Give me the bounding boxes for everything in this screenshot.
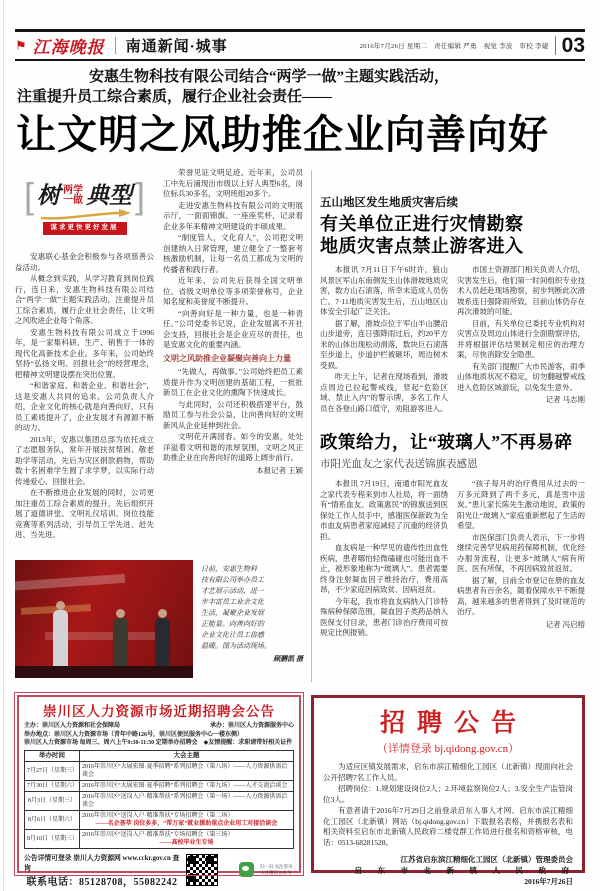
caption-line: 才艺展示活动，进一	[201, 587, 264, 595]
job-fair-table	[24, 750, 294, 849]
lead-byline: 本报记者 王颖	[256, 465, 303, 475]
job-fair-notice-box	[17, 695, 301, 888]
page-number: 03	[561, 33, 585, 57]
masthead-divider	[115, 37, 116, 54]
paragraph: 招聘岗位：1.规划建设岗位2人；2.环境监察岗位2人；3.安全生产监管岗位3人。	[323, 784, 573, 804]
paragraph: 昨天上午，记者在现场看到，滑坡点周边已拉起警戒线，竖起“危险区域、禁止入内”的警示牌，多名工作人员在各登山路口值守，劝阻游客进入。	[320, 372, 448, 413]
paragraph: 文明花开满园春。如今的安惠，处处洋溢着文明和谐的浓厚氛围，文明之风正助推企业在向善向好的道路上阔步前行。	[163, 432, 303, 462]
lead-column-2a	[163, 168, 303, 351]
caption-line: 企业文化让员工倍感	[201, 631, 264, 639]
policy-byline: 记者 冯启榕	[545, 619, 585, 629]
paragraph: 荣誉见证文明足迹。近年来，公司员工中先后涌现出市级以上好人典型6名，岗位标兵30多名，文明班组20多个。	[163, 168, 303, 198]
recruit-signature-2: 启 东 市 北 新 镇 人 民 政 府	[354, 866, 573, 875]
table-row: 8月3日（星期三） 2016年崇川区“送岗入户·精准帮扶”系列招聘会（第一场）——人力资源供需洽谈会	[25, 791, 294, 810]
campaign-logo	[15, 168, 154, 248]
lead-column-2b	[163, 367, 303, 464]
arrow-left-icon: ←	[224, 864, 233, 875]
bracket-left-icon: [	[23, 175, 34, 217]
photo-figure-3	[155, 618, 170, 668]
paragraph: “制度管人，文化育人”，公司把文明创建纳入日常管理，建立健全了一整套考核激励机制，让每一名员工都成为文明的传播者和践行者。	[163, 233, 303, 274]
disaster-column-1	[320, 265, 448, 417]
paragraph: 有意者请于2016年7月29日之前登录启东人事人才网、启东市滨江精细化工园区（北新镇）网站（bj.qidong.gov.cn）下载报名表格，并携报名表和相关资料至启东市北新镇人民政府二楼党群工作局进行报名和资格审核，电话：0513-68281528。	[323, 806, 573, 847]
photo-caption-lines	[201, 564, 303, 652]
disaster-kicker: 五山地区发生地质灾害后续	[320, 197, 458, 209]
photo-figure-2	[113, 618, 128, 668]
paragraph: 与此同时，公司还积极搭建平台，鼓励员工参与社会公益，让向善向好的文明新风从企业延伸到社会。	[163, 399, 303, 430]
disaster-headline-line2: 地质灾害点禁止游客进入	[320, 236, 524, 256]
job-fair-title: 崇川区人力资源市场近期招聘会公告	[43, 704, 275, 719]
page-number-divider	[555, 36, 556, 55]
gold-swoosh-icon	[39, 209, 131, 221]
paragraph: 据了解，目前全市登记在册的血友病患者有百余名，随着保障水平不断提高，越来越多的患者得到了及时规范的治疗。	[457, 575, 585, 616]
table-header-title: 大会主题	[80, 750, 294, 761]
lead-kicker-line2: 注重提升员工综合素质，履行企业社会责任——	[17, 89, 333, 105]
paragraph: 安惠生物科技有限公司成立于1996年，是一家集科研、生产、销售于一体的现代化高新技术企业。多年来，公司始终坚持“弘扬文明、回报社会”的经营理念，把精神文明建设摆在突出位置。	[15, 327, 154, 379]
paragraph: 市国土资源部门相关负责人介绍，灾害发生后，他们第一时间组织专业技术人员赶赴现场勘察，初步判断此次滑坡系连日强降雨所致，目前山体仍存在再次滑坡的可能。	[457, 265, 585, 316]
logo-char-left: 树	[37, 183, 60, 208]
paragraph: “向善向好是一种力量，也是一种责任。”公司党委书记说，企业发展离不开社会支持，回报社会是企业应尽的责任，也是安惠文化的重要内涵。	[163, 308, 303, 349]
caption-line: 生活，凝聚企业发展	[201, 609, 264, 617]
table-row: 7月27日（星期三） 2016年崇川区“大展宏图·夏季招聘”系列招聘会（第八场）——人力资源供需洽谈会	[25, 761, 294, 780]
paragraph: 为适应区镇发展需求，启东市滨江精细化工园区（北新镇）现面向社会公开招聘7名工作人员。	[323, 762, 573, 782]
disaster-headline-line1: 有关单位正进行灾情勘察	[320, 214, 524, 234]
paragraph: 本报讯 7月11日下午6时许，狼山风景区军山东南侧发生山体滑坡地质灾害，数方山石滚落，所幸未造成人员伤亡。7·11地质灾害发生后，五山地区山体安全引起广泛关注。	[320, 265, 448, 316]
dateline: 2016年7月26日 星期二 责任编辑 严勇 视觉 李波 审校 李婕	[359, 43, 549, 50]
table-header-time: 举办时间	[25, 750, 80, 761]
qr-code-icon	[186, 854, 218, 886]
policy-headline: 政策给力，让“玻璃人”不再易碎	[320, 432, 573, 452]
paragraph: 本报讯 7月19日，南通市阳光血友之家代表专程来到市人社局，将一面绣有“情系血友、政策惠民”的锦旗送到医保处工作人员手中，感谢医保新政为全市血友病患者家庭减轻了沉重的经济负担。	[320, 479, 448, 541]
paragraph: 走进安惠生物科技有限公司的文明展示厅，一面面锦旗、一座座奖杯，记录着企业多年来精神文明建设的丰硕成果。	[163, 200, 303, 231]
caption-line: 技有限公司举办员工	[201, 576, 264, 584]
caption-line: 日前，安惠生物科	[201, 565, 257, 573]
qr-caption: 扫一扫 关注崇川人社微信公众号	[260, 863, 293, 875]
logo-char-right: 典型	[86, 183, 132, 208]
caption-line: 正能量。向善向好的	[201, 620, 264, 628]
policy-subhead: 市阳光血友之家代表送锦旗表感恩	[320, 459, 478, 470]
logo-mid-bottom: 一做	[63, 195, 83, 207]
policy-column-1	[320, 479, 448, 673]
logo-banner: 谋求更快更好发展	[43, 222, 127, 235]
policy-column-2	[457, 479, 585, 618]
disaster-byline: 记者 马志刚	[545, 395, 585, 404]
job-fair-website: 公告详情可登录 崇川人力资源网 www.cckr.gov.cn 查询	[24, 854, 180, 872]
job-fair-phone: 联系电话：85128708，55082242	[26, 876, 178, 888]
recruit-title: 招聘公告	[379, 710, 528, 737]
disaster-headline	[320, 213, 585, 257]
paragraph: 目前，有关单位已委托专业机构对灾害点及周边山体进行全面勘察评估，并将根据评估结果制定相应的治理方案，尽快消除安全隐患。	[457, 318, 585, 359]
photo-caption	[201, 560, 303, 678]
paper-name: 江海晚报	[32, 38, 105, 57]
job-fair-venue: 举办地点：崇川区人力资源市场（青年中路126号，崇川区便民服务中心一楼东侧）	[24, 731, 244, 738]
paragraph: 近年来，公司先后获得全国文明单位、省级文明单位等多项荣誉称号，企业知名度和美誉度不断提升。	[163, 276, 303, 306]
masthead	[15, 29, 585, 61]
paragraph: 在不断推进企业发展的同时，公司更加注重员工综合素质的提升，先后组织开展了道德讲堂、文明礼仪培训、岗位技能竞赛等系列活动，引导员工学先进、赶先进、当先进。	[15, 488, 154, 539]
recruit-subtitle: （详情登录 bj.qidong.gov.cn）	[376, 743, 520, 755]
paragraph: “孩子每月的治疗费用从过去的一万多元降到了两千多元，真是雪中送炭。”患儿家长陈先生激动地说，政策的阳光让“玻璃人”家庭重新燃起了生活的希望。	[457, 479, 585, 530]
article-policy	[320, 431, 585, 673]
paragraph: 2013年，安惠以集团总部为依托成立了志愿服务队，常年开展扶贫帮困、敬老助学等活动，先后为灾区捐款捐物，帮助数十名困难学生圆了求学梦，以实际行动传递爱心、回报社会。	[15, 434, 154, 486]
logo-mid-top: 两学	[63, 185, 83, 197]
lead-subhead: 文明之风助推企业凝聚向善向上力量	[163, 353, 291, 363]
paragraph: 今年起，我市将血友病纳入门诊特殊病种保障范围，凝血因子类药品纳入医保支付目录，患者门诊治疗费用可按规定比例报销。	[320, 596, 448, 637]
lead-headline: 让文明之风助推企业向善向好	[16, 113, 549, 157]
paragraph: “先做人，再做事。”公司始终把员工素质提升作为文明创建的基础工程，一批批新员工在企业文化的熏陶下快速成长。	[163, 367, 303, 397]
lead-kicker-line1: 安惠生物科技有限公司结合“两学一做”主题实践活动，	[89, 69, 450, 85]
table-row: 8月6日（星期六） 2016年崇川区“送岗入户·精准帮扶”专场招聘会（第二场） ——名企荟萃 岗位多多，“帮万家”就业援助重点企业用工对接洽谈会	[25, 810, 294, 829]
recruit-signature-1: 江苏省启东滨江精细化工园区（北新镇）管理委员会	[400, 855, 573, 864]
caption-line: 步丰富员工业余文化	[201, 598, 264, 606]
caption-line: 温暖。图为活动现场。	[201, 642, 271, 650]
paragraph: 血友病是一种罕见的遗传性出血性疾病，患者哪怕轻微磕碰也可能出血不止，被形象地称为“玻璃人”。患者需要终身注射凝血因子维持治疗，费用高昂，不少家庭因病致贫、因病返贫。	[320, 543, 448, 594]
photo-credit: 顾鹏凯 摄	[273, 655, 303, 663]
lead-column-1	[15, 252, 154, 541]
paragraph: 据了解，滑坡点位于军山半山腰沿山步道旁，连日强降雨过后，约20平方米的山体出现松动滑落，数块巨石滚落至步道上，步道护栏被砸坏，周边树木受损。	[320, 318, 448, 370]
table-row: 8月10日（星期三） 2016年崇川区“送岗入户·精准帮扶”专场招聘会（第三场） ——高校毕业生专场	[25, 829, 294, 848]
article-disaster	[320, 194, 585, 417]
job-fair-session: 崇川区人力资源市场 每周三、周六上午9:30-11:30 定期举办招聘会 ◆友情提醒：求职请带好相关证件	[24, 740, 293, 746]
paragraph: 从概念到实践，从学习教育到岗位践行，连日来，安惠生物科技有限公司结合“两学一做”主题实践活动，注重提升员工综合素质，履行企业社会责任，让文明之风吹进企业每个角落。	[15, 274, 154, 325]
table-row: 7月30日（星期六） 2016年崇川区“大展宏图·夏季招聘”系列招聘会（第九场）——人才交流洽谈会	[25, 780, 294, 791]
lead-kicker	[17, 67, 583, 107]
bracket-right-icon: ]	[135, 175, 146, 217]
recruit-notice-box	[311, 695, 585, 886]
photo-figure-speaker	[53, 610, 68, 668]
lead-article	[15, 168, 303, 682]
paragraph: 市医保部门负责人表示，下一步将继续完善罕见病用药保障机制，优化经办服务流程，让更多“玻璃人”病有所医、医有所保，不再因病致贫返贫。	[457, 532, 585, 573]
paragraph: “和谐家庭、和谐企业、和谐社会”，这是安惠人共同的追求。公司负责人介绍，企业文化的核心就是向善向好，只有员工素质提升了，企业发展才有源源不断的动力。	[15, 381, 154, 432]
masthead-flag-icon: ⚑	[15, 37, 27, 53]
paragraph: 有关部门提醒广大市民游客，雨季山体地质状况不稳定，切勿翻越警戒线进入危险区域游玩，以免发生意外。	[457, 361, 585, 392]
disaster-column-2	[457, 265, 585, 393]
stage-photo	[15, 560, 193, 678]
job-fair-organizer: 承办：崇川区人力资源服务中心	[209, 723, 294, 729]
recruit-body	[323, 762, 573, 848]
paragraph: 安惠联心基金会积极参与各项慈善公益活动。	[15, 252, 154, 272]
wechat-icon	[239, 862, 254, 877]
column-rule	[311, 170, 312, 682]
section-title: 南通新闻·城事	[125, 39, 228, 55]
recruit-date: 2016年7月26日	[524, 877, 573, 886]
job-fair-host: 主办：崇川区人力资源和社会保障局	[24, 723, 121, 729]
